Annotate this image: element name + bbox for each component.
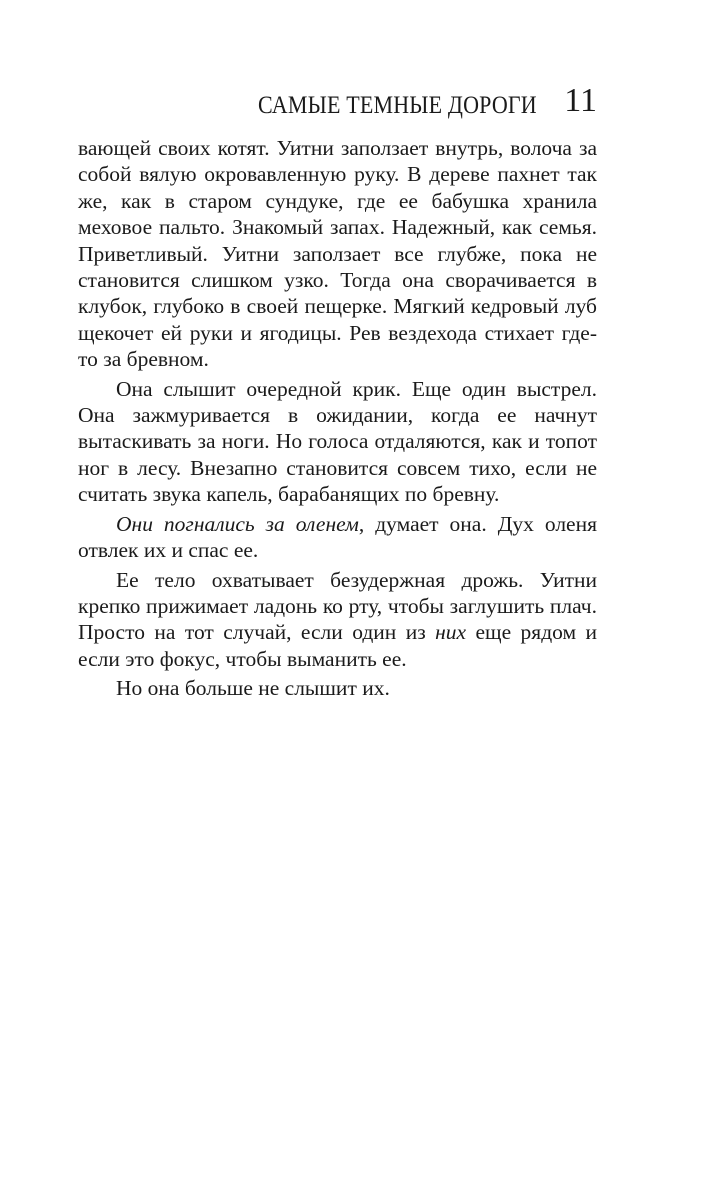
paragraph-3-rest: , думает она. Дух оленя отвлек их и спас ее. xyxy=(78,511,597,563)
paragraph-4-before: Ее тело охватывает безудержная дрожь. Уитни крепко прижимает ладонь ко рту, чтобы заглушить плач. Просто на тот случай, если один из xyxy=(78,567,597,645)
body-text xyxy=(78,135,597,702)
running-header xyxy=(78,82,597,122)
paragraph-4-italic: них xyxy=(435,620,467,645)
paragraph-3 xyxy=(78,511,597,564)
running-title: САМЫЕ ТЕМНЫЕ ДОРОГИ xyxy=(258,92,537,119)
paragraph-2: Она слышит очередной крик. Еще один выстрел. Она зажмуривается в ожидании, когда ее начнут вытаскивать за ноги. Но голоса отдаляются, как и топот ног в лесу. Внезапно становится совсем тихо, если не считать звука капель, барабанящих по бревну. xyxy=(78,376,597,507)
paragraph-4 xyxy=(78,567,597,673)
paragraph-4-after: еще рядом и если это фокус, чтобы выманить ее. xyxy=(78,620,598,671)
paragraph-5: Но она больше не слышит их. xyxy=(116,676,390,701)
paragraph-1: вающей своих котят. Уитни заползает внутрь, волоча за собой вялую окровавленную руку. В дереве пахнет так же, как в старом сундуке, где ее бабушка хранила меховое пальто. Знакомый запах. Надежный, как семья. Приветливый. Уитни заползает все глубже, пока не становится слишком узко. Тогда она сворачивается в клубок, глубоко в своей пещерке. Мягкий кедровый луб щекочет ей руки и ягодицы. Рев вездехода стихает где-то за бревном. xyxy=(78,136,597,372)
page-number: 11 xyxy=(564,82,597,119)
paragraph-3-italic: Они погнались за оленем xyxy=(116,511,359,536)
